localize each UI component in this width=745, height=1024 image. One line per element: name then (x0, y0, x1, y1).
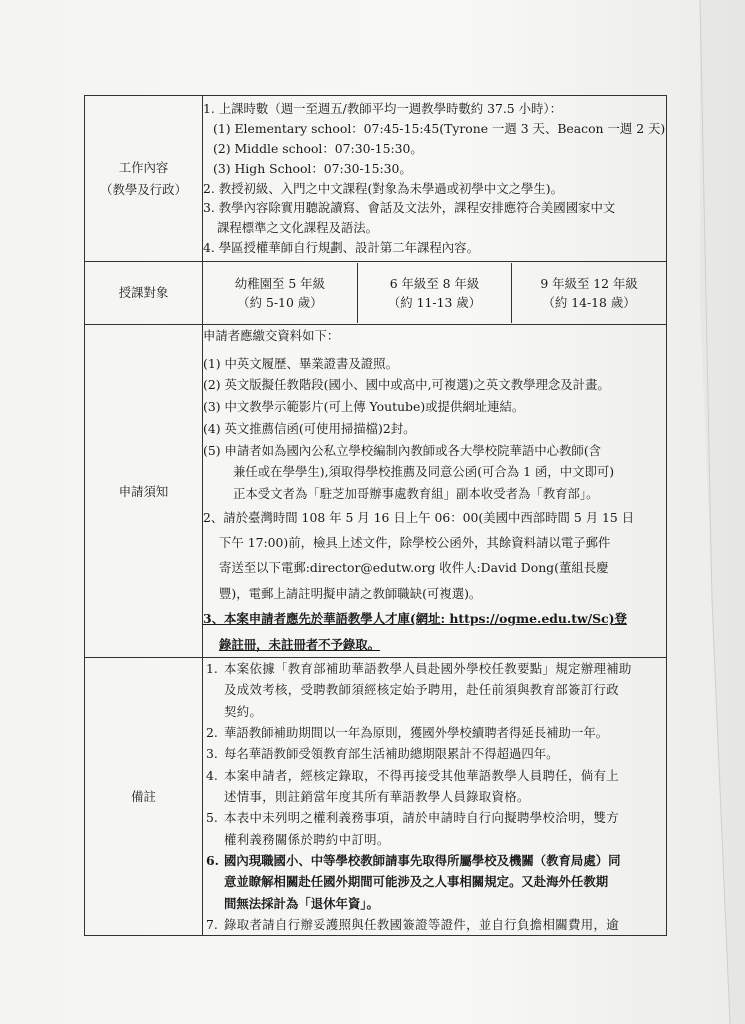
job-detail-table (84, 95, 667, 936)
note-line: 國內現職國小、中等學校教師請事先取得所屬學校及機關（教育局處）同 (224, 853, 621, 869)
note-line: 本案申請者，經核定錄取，不得再接受其他華語教學人員聘任，倘有上 (224, 767, 619, 783)
apply-body (203, 325, 667, 658)
apply-deadline-3: 寄送至以下電郵:director@edutw.org 收件人:David Dong(董組長慶 (219, 560, 609, 576)
grade-range: 6 年級至 8 年級 (389, 275, 480, 291)
note-line: 間無法採計為「退休年資」。 (224, 895, 379, 911)
grade-range: 幼稚園至 5 年級 (234, 275, 325, 291)
note-item-1 (206, 658, 666, 722)
work-content-row (85, 96, 667, 262)
target-group-2 (357, 263, 511, 323)
note-line: 本表中未列明之權利義務事項，請於申請時自行向擬聘學校洽明，雙方 (224, 810, 619, 826)
apply-register-1: 3、本案申請者應先於華語教學人才庫(網址: https://ogme.edu.tw/Sc)登 (203, 611, 627, 627)
note-item-7 (206, 914, 666, 935)
note-item-4 (206, 765, 666, 808)
apply-item-5-cont2: 正本受文者為「駐芝加哥辦事處教育組」副本收受者為「教育部」。 (233, 485, 599, 501)
work-label-line1: 工作內容 (118, 160, 169, 176)
apply-item-2: (2) 英文版擬任教階段(國小、國中或高中,可複選)之英文教學理念及計畫。 (203, 377, 610, 393)
apply-item-4: (4) 英文推薦信函(可使用掃描檔)2封。 (203, 420, 416, 436)
work-line-1: 1. 上課時數（週一至週五/教師平均一週教學時數約 37.5 小時）： (203, 101, 562, 117)
note-line: 錄取者請自行辦妥護照與任教國簽證等證件，並自行負擔相關費用，逾 (224, 917, 619, 933)
note-item-3 (206, 743, 666, 764)
age-range: （約 11-13 歲） (387, 295, 482, 310)
target-row (85, 262, 667, 325)
note-line: 述情事，則註銷當年度其所有華語教學人員錄取資格。 (224, 789, 530, 805)
note-line: 契約。 (224, 703, 263, 719)
note-line: 及成效考核，受聘教師須經核定始予聘用，赴任前須與教育部簽訂行政 (224, 682, 619, 698)
note-item-6 (206, 850, 666, 914)
work-line-3: (2) Middle school：07:30-15:30。 (213, 140, 423, 156)
notes-body (203, 658, 667, 936)
note-number: 6. (206, 853, 219, 869)
note-number: 7. (206, 917, 218, 933)
note-number: 2. (206, 725, 218, 741)
work-line-4: (3) High School：07:30-15:30。 (213, 160, 412, 176)
work-content-label (85, 96, 203, 262)
note-line: 意並瞭解相關赴任國外期間可能涉及之人事相關規定。又赴海外任教期 (224, 874, 609, 890)
apply-deadline-2: 下午 17:00)前，檢具上述文件，除學校公函外，其餘資料請以電子郵件 (219, 535, 611, 551)
work-line-5: 2. 教授初級、入門之中文課程(對象為未學過或初學中文之學生)。 (203, 180, 563, 196)
note-item-2 (206, 722, 666, 743)
apply-item-1: (1) 中英文履歷、畢業證書及證照。 (203, 355, 398, 371)
target-group-1 (203, 263, 357, 323)
work-label-line2: （教學及行政） (100, 181, 187, 197)
age-range: （約 5-10 歲） (237, 295, 323, 310)
grade-range: 9 年級至 12 年級 (540, 275, 638, 291)
apply-deadline-1: 2、請於臺灣時間 108 年 5 月 16 日上午 06：00(美國中西部時間 5 月 15 日 (203, 509, 635, 525)
note-line: 華語教師補助期間以一年為原則，獲國外學校續聘者得延長補助一年。 (224, 725, 609, 741)
apply-item-5-cont1: 兼任或在學學生),須取得學校推薦及同意公函(可合為 1 函，中文即可) (233, 464, 615, 480)
note-item-5 (206, 807, 666, 850)
note-number: 1. (206, 661, 218, 677)
work-line-2: (1) Elementary school：07:45-15:45(Tyrone 一週 3 天、Beacon 一週 2 天) (213, 120, 666, 136)
note-line: 本案依據「教育部補助華語教學人員赴國外學校任教要點」規定辦理補助 (224, 661, 632, 677)
apply-row (85, 325, 667, 658)
work-line-6: 3. 教學內容除實用聽說讀寫、會話及文法外，課程安排應符合美國國家中文 (203, 200, 616, 216)
work-line-7: 課程標準之文化課程及語法。 (217, 220, 379, 236)
apply-label: 申請須知 (85, 325, 203, 658)
apply-intro: 申請者應繳交資料如下： (203, 328, 340, 343)
notes-label: 備註 (85, 658, 203, 936)
apply-deadline-4: 豐)，電郵上請註明擬申請之教師職缺(可複選)。 (219, 585, 482, 601)
note-line: 每名華語教師受領教育部生活補助總期限累計不得超過四年。 (224, 746, 559, 762)
note-line: 權利義務關係於聘約中訂明。 (224, 831, 390, 847)
notes-row (85, 658, 667, 936)
note-number: 5. (206, 810, 218, 826)
target-label: 授課對象 (85, 262, 203, 325)
work-content-body (203, 96, 667, 262)
apply-item-5: (5) 申請者如為國內公私立學校編制內教師或各大學校院華語中心教師(含 (203, 442, 602, 458)
target-group-3 (512, 263, 666, 323)
work-line-8: 4. 學區授權華師自行規劃、設計第二年課程內容。 (203, 240, 479, 256)
notes-list (206, 658, 666, 935)
age-range: （約 14-18 歲） (542, 295, 636, 310)
target-groups (203, 262, 667, 325)
note-number: 3. (206, 746, 218, 762)
note-number: 4. (206, 767, 218, 783)
target-subtable (203, 263, 666, 323)
apply-register-2: 錄註冊，未註冊者不予錄取。 (219, 636, 381, 652)
apply-item-3: (3) 中文教學示範影片(可上傳 Youtube)或提供網址連結。 (203, 399, 525, 415)
